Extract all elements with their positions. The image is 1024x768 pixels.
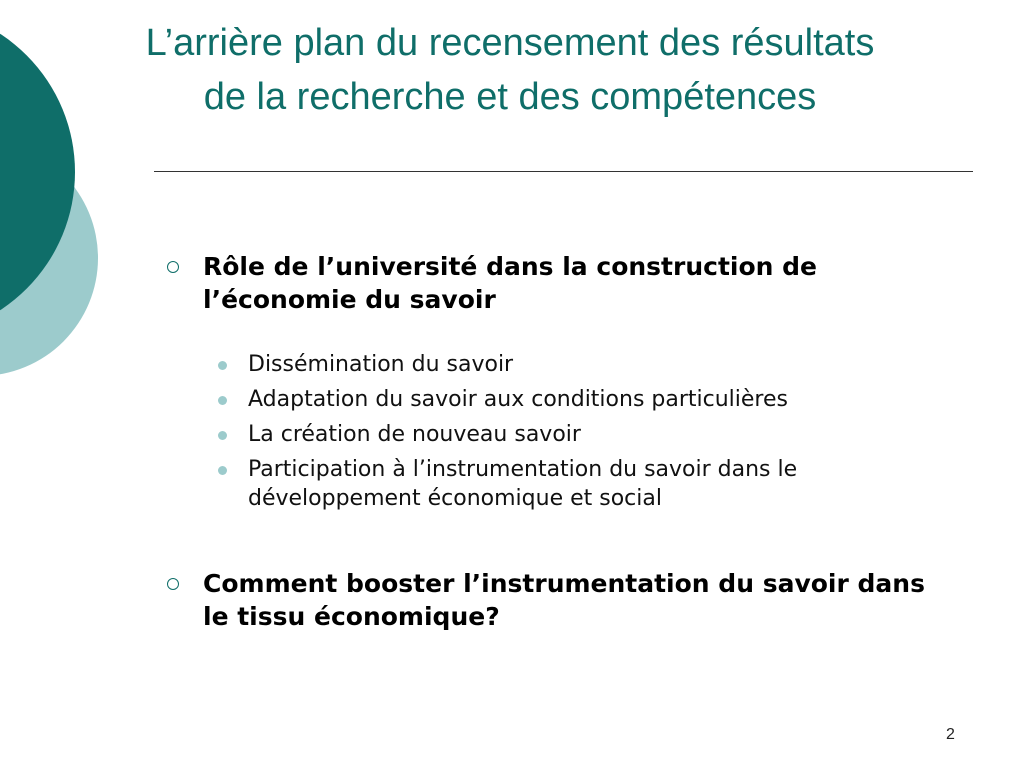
bullet-university-role xyxy=(203,250,943,316)
sub-bullet-item xyxy=(248,455,948,513)
sub-bullet-item xyxy=(248,385,948,414)
sub-bullet-text: Participation à l’instrumentation du savoir dans le développement économique et social xyxy=(248,457,798,511)
bullet-text: Rôle de l’université dans la construction de l’économie du savoir xyxy=(203,252,817,314)
bullet-text: Comment booster l’instrumentation du savoir dans le tissu économique? xyxy=(203,569,925,631)
sub-bullet-item xyxy=(248,420,948,449)
sub-bullet-item xyxy=(248,350,948,379)
title-line-1: L’arrière plan du recensement des résultats xyxy=(145,22,875,64)
hollow-circle-bullet-icon xyxy=(167,578,179,590)
dot-bullet-icon xyxy=(218,466,227,475)
sub-bullet-list xyxy=(248,350,948,519)
dot-bullet-icon xyxy=(218,361,227,370)
dot-bullet-icon xyxy=(218,431,227,440)
sub-bullet-text: La création de nouveau savoir xyxy=(248,422,581,447)
bullet-boost-question xyxy=(203,567,943,633)
page-number: 2 xyxy=(946,726,955,743)
sub-bullet-text: Adaptation du savoir aux conditions particulières xyxy=(248,387,788,412)
title-line-2: de la recherche et des compétences xyxy=(203,76,817,118)
sub-bullet-text: Dissémination du savoir xyxy=(248,352,514,377)
dot-bullet-icon xyxy=(218,396,227,405)
title-divider xyxy=(154,171,973,172)
hollow-circle-bullet-icon xyxy=(167,261,179,273)
slide-title xyxy=(60,16,960,124)
